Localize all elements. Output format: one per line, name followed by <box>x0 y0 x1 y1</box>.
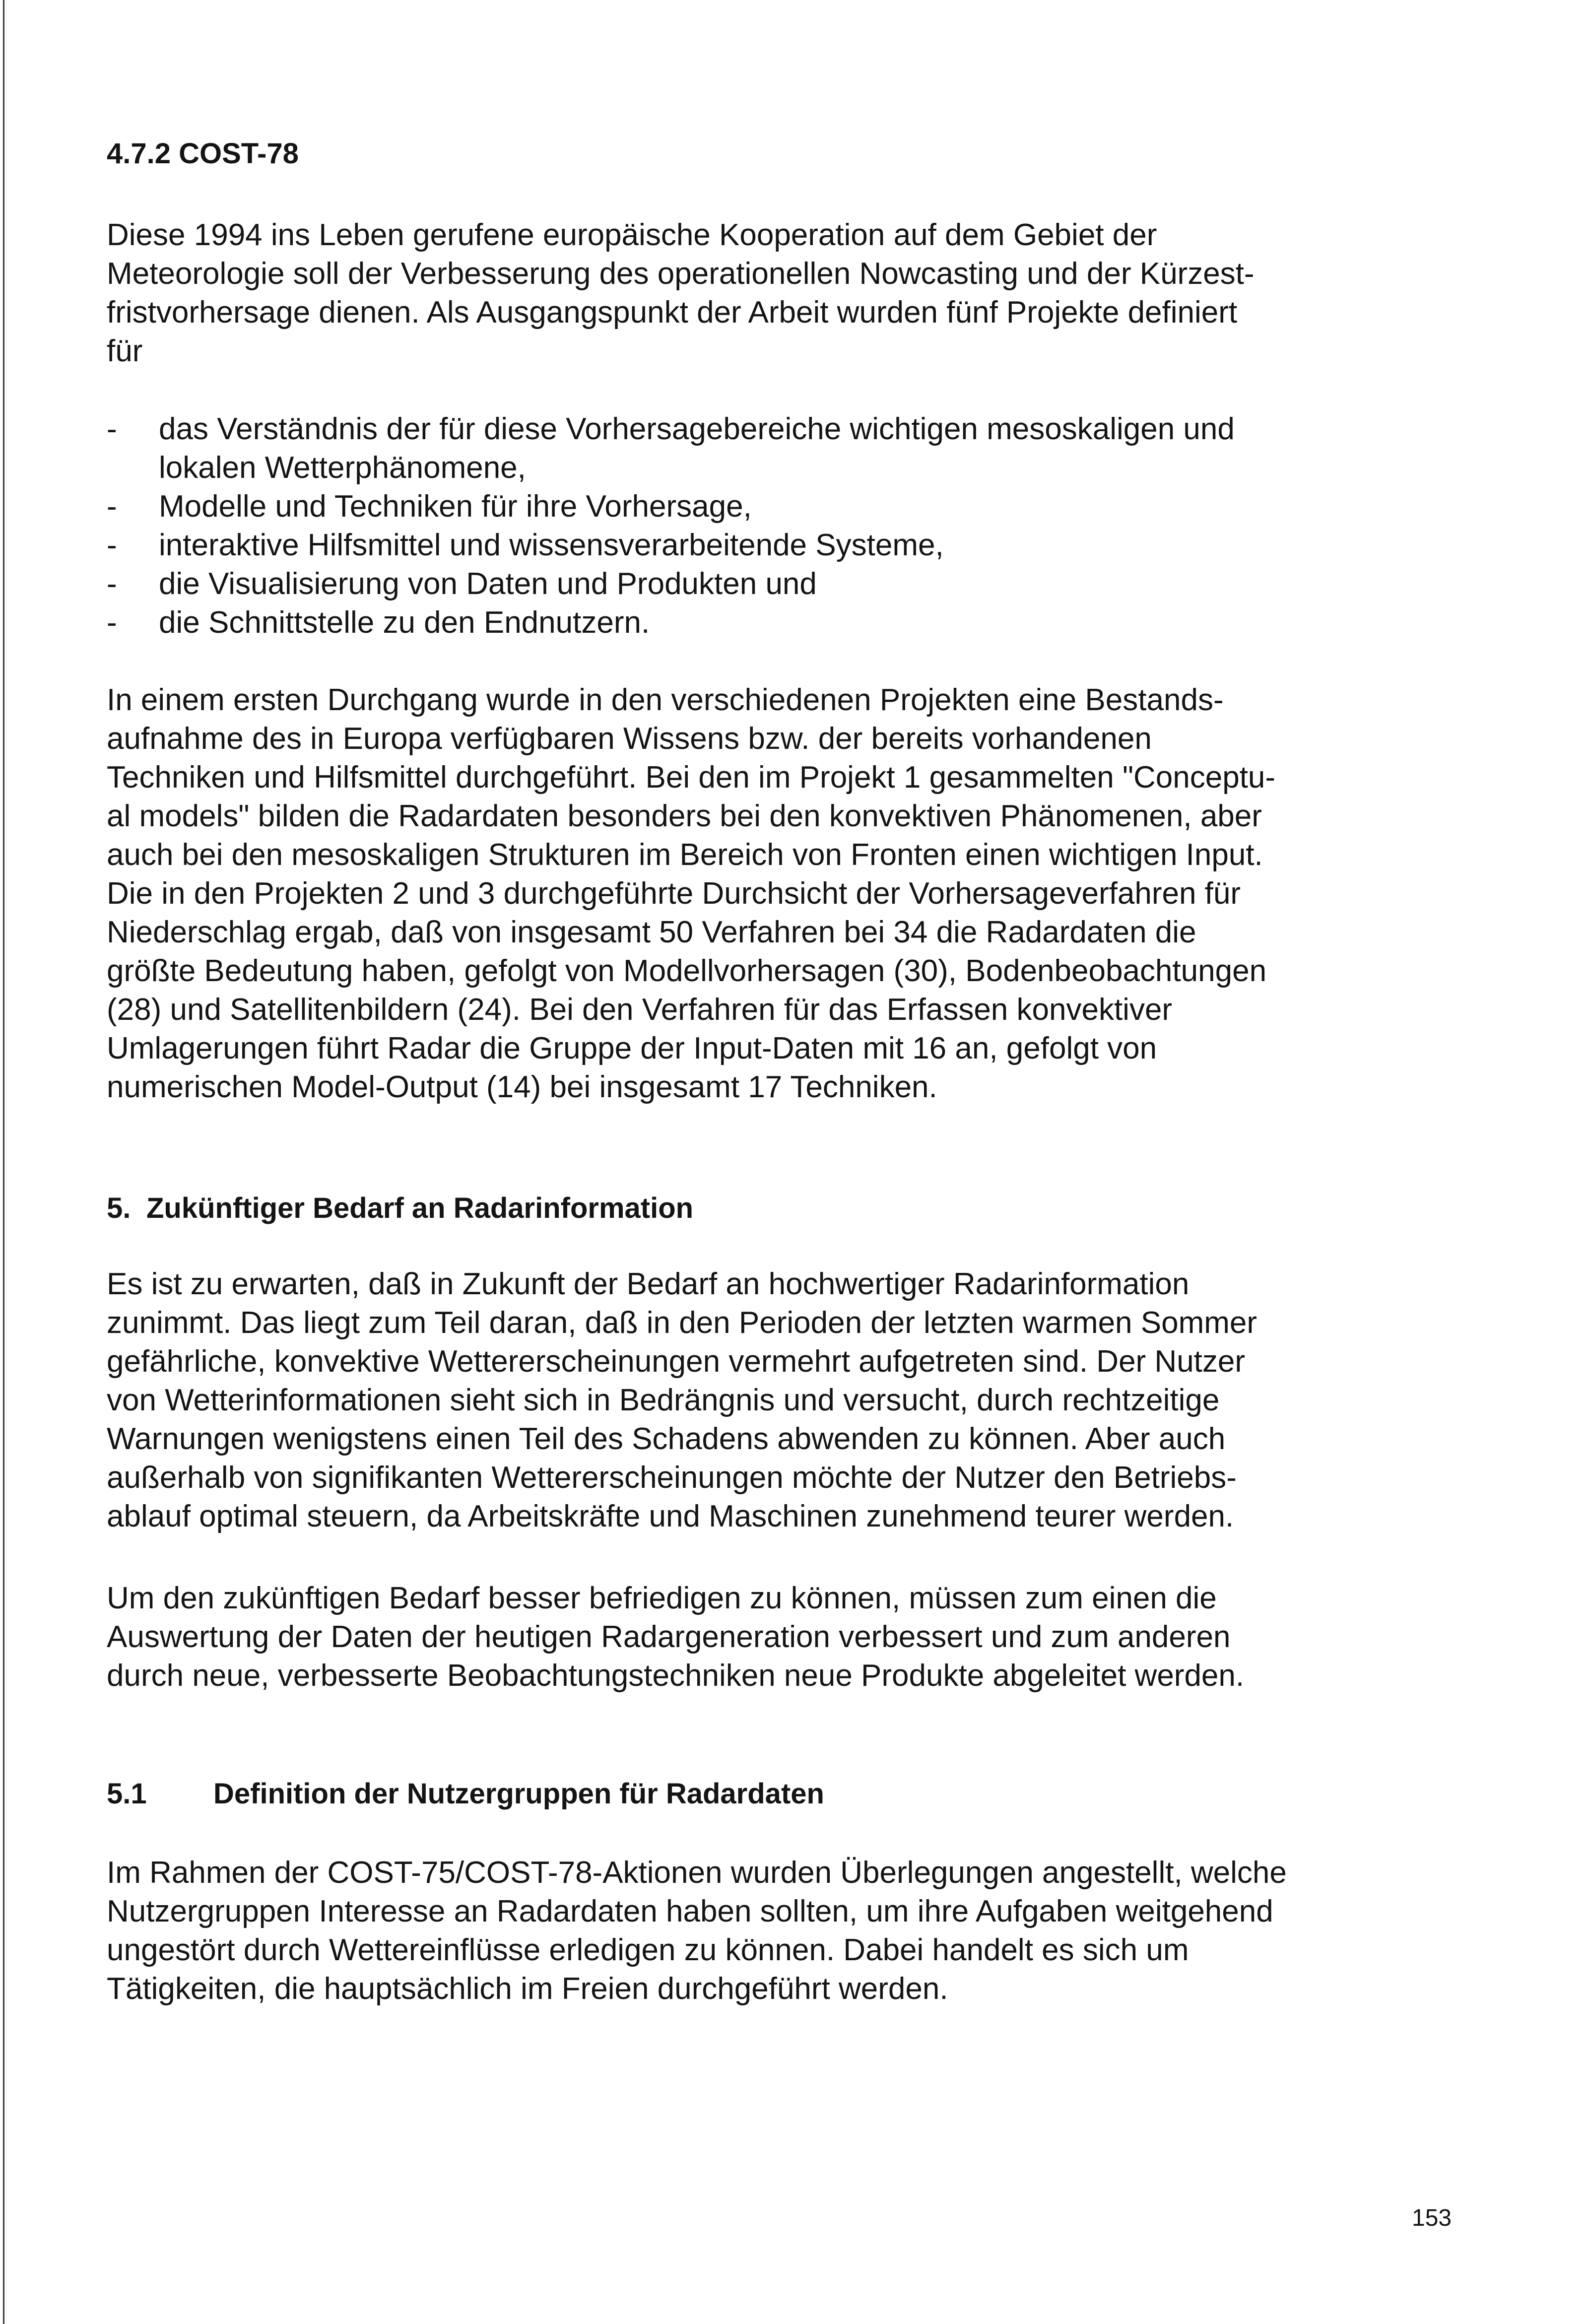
text-line: Um den zukünftigen Bedarf besser befriedigen zu können, müssen zum einen die <box>107 1581 1217 1615</box>
text-line: auch bei den mesoskaligen Strukturen im Bereich von Fronten einen wichtigen Input. <box>107 838 1263 872</box>
text-line: gefährliche, konvektive Wettererscheinungen vermehrt aufgetreten sind. Der Nutzer <box>107 1344 1246 1379</box>
page-number: 153 <box>1412 2205 1452 2231</box>
text-line: durch neue, verbesserte Beobachtungstechniken neue Produkte abgeleitet werden. <box>107 1659 1245 1693</box>
text-line: In einem ersten Durchgang wurde in den verschiedenen Projekten eine Bestands- <box>107 683 1224 717</box>
list-item-text: die Visualisierung von Daten und Produkten und <box>159 567 817 601</box>
text-line: Diese 1994 ins Leben gerufene europäische Kooperation auf dem Gebiet der <box>107 218 1157 252</box>
text-line: ablauf optimal steuern, da Arbeitskräfte und Maschinen zunehmend teurer werden. <box>107 1499 1234 1533</box>
section-heading-472: 4.7.2 COST-78 <box>107 137 299 170</box>
text-line: fristvorhersage dienen. Als Ausgangspunkt der Arbeit wurden fünf Projekte definiert <box>107 295 1238 330</box>
text-line: außerhalb von signifikanten Wettererscheinungen möchte der Nutzer den Betriebs- <box>107 1461 1237 1495</box>
project-list <box>107 410 1486 642</box>
section-title: Definition der Nutzergruppen für Radardaten <box>213 1778 824 1810</box>
text-line: größte Bedeutung haben, gefolgt von Modellvorhersagen (30), Bodenbeobachtungen <box>107 954 1267 988</box>
text-line: Meteorologie soll der Verbesserung des operationellen Nowcasting und der Kürzest- <box>107 257 1255 291</box>
section-5-paragraph-2 <box>107 1579 1486 1695</box>
list-item-text: die Schnittstelle zu den Endnutzern. <box>159 605 650 640</box>
bullet-dash: - <box>107 489 117 524</box>
text-line: numerischen Model-Output (14) bei insgesamt 17 Techniken. <box>107 1070 937 1104</box>
bullet-dash: - <box>107 567 117 601</box>
text-line: aufnahme des in Europa verfügbaren Wissens bzw. der bereits vorhandenen <box>107 722 1152 756</box>
section-5-paragraph-1 <box>107 1265 1486 1536</box>
bullet-dash: - <box>107 605 117 640</box>
text-line: Warnungen wenigstens einen Teil des Schadens abwenden zu können. Aber auch <box>107 1422 1226 1456</box>
text-line: Niederschlag ergab, daß von insgesamt 50 Verfahren bei 34 die Radardaten die <box>107 915 1196 949</box>
list-item <box>107 526 1486 565</box>
list-item-text: Modelle und Techniken für ihre Vorhersage, <box>159 489 752 524</box>
text-line: Auswertung der Daten der heutigen Radargeneration verbessert und zum anderen <box>107 1620 1231 1654</box>
text-line: ungestört durch Wettereinflüsse erledigen zu können. Dabei handelt es sich um <box>107 1933 1189 1967</box>
bullet-dash: - <box>107 412 117 446</box>
section-number: 5.1 <box>107 1778 147 1810</box>
section-51-paragraph <box>107 1854 1486 2008</box>
text-line: Es ist zu erwarten, daß in Zukunft der Bedarf an hochwertiger Radarinformation <box>107 1267 1190 1301</box>
text-line: Tätigkeiten, die hauptsächlich im Freien durchgeführt werden. <box>107 1972 948 2006</box>
text-line: al models" bilden die Radardaten besonders bei den konvektiven Phänomenen, aber <box>107 799 1262 833</box>
intro-paragraph <box>107 216 1486 371</box>
list-item-text: lokalen Wetterphänomene, <box>159 451 526 485</box>
text-line: Die in den Projekten 2 und 3 durchgeführte Durchsicht der Vorhersageverfahren für <box>107 876 1241 911</box>
list-item <box>107 603 1486 642</box>
list-item-text: das Verständnis der für diese Vorhersagebereiche wichtigen mesoskaligen und <box>159 412 1235 446</box>
list-item <box>107 410 1486 487</box>
text-line: Techniken und Hilfsmittel durchgeführt. Bei den im Projekt 1 gesammelten "Conceptu- <box>107 760 1276 795</box>
list-item <box>107 487 1486 526</box>
bullet-dash: - <box>107 528 117 562</box>
body-paragraph <box>107 681 1486 1107</box>
text-line: zunimmt. Das liegt zum Teil daran, daß in den Perioden der letzten warmen Sommer <box>107 1306 1257 1340</box>
list-item-text: interaktive Hilfsmittel und wissensverarbeitende Systeme, <box>159 528 944 562</box>
page-edge <box>3 0 4 2324</box>
section-heading-5 <box>107 1191 693 1226</box>
text-line: Nutzergruppen Interesse an Radardaten haben sollten, um ihre Aufgaben weitgehend <box>107 1894 1273 1928</box>
text-line: für <box>107 334 143 368</box>
section-heading-51 <box>107 1777 824 1811</box>
text-line: (28) und Satellitenbildern (24). Bei den Verfahren für das Erfassen konvektiver <box>107 993 1173 1027</box>
section-title: Zukünftiger Bedarf an Radarinformation <box>146 1192 694 1224</box>
text-line: von Wetterinformationen sieht sich in Bedrängnis und versucht, durch rechtzeitige <box>107 1383 1220 1417</box>
section-number: 5. <box>107 1192 131 1224</box>
text-line: Umlagerungen führt Radar die Gruppe der Input-Daten mit 16 an, gefolgt von <box>107 1031 1157 1065</box>
list-item <box>107 565 1486 603</box>
text-line: Im Rahmen der COST-75/COST-78-Aktionen wurden Überlegungen angestellt, welche <box>107 1856 1287 1890</box>
